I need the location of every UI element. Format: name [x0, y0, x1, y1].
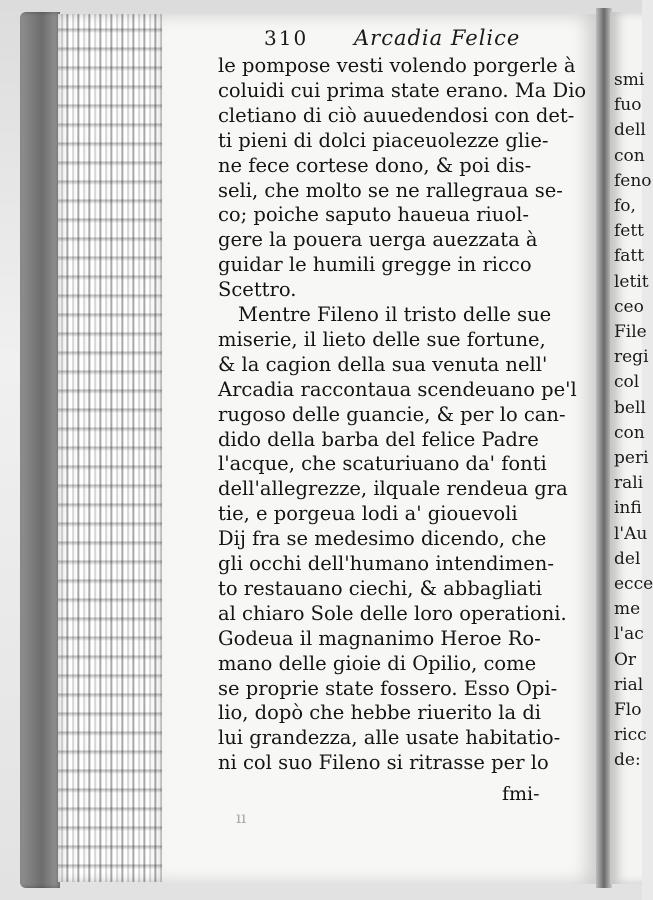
facing-page-fragment: peri — [614, 448, 649, 468]
text-line: Dij fra se medesimo dicendo, che — [218, 527, 547, 551]
running-head — [264, 26, 604, 56]
text-line: co; poiche saputo haueua riuol- — [218, 203, 529, 227]
text-line: mano delle gioie di Opilio, come — [218, 651, 537, 675]
facing-page-fragment: fuo — [614, 95, 642, 116]
facing-page-fragment: rial — [614, 674, 644, 695]
facing-page-fragment: ricc — [614, 725, 647, 746]
text-line: dell'allegrezze, ilquale rendeua gra — [218, 477, 568, 501]
facing-page-fragment: bell — [614, 397, 646, 418]
text-line: lui grandezza, alle usate habitatio- — [218, 726, 561, 750]
catchword: fmi- — [502, 783, 540, 805]
text-line: ti pieni di dolci piaceuolezze glie- — [218, 128, 549, 152]
facing-page-fragment: infi — [614, 498, 642, 519]
facing-page-fragment: l'Au — [614, 523, 648, 544]
text-line: ne fece cortese dono, & poi dis- — [218, 153, 532, 177]
page-fore-edge — [58, 14, 164, 882]
text-line: Scettro. — [218, 278, 297, 302]
text-line: seli, che molto se ne rallegraua se- — [218, 178, 563, 202]
facing-page-fragment: l'ac — [614, 624, 644, 645]
facing-page-fragment: del — [614, 548, 641, 569]
text-line: ni col suo Fileno si ritrasse per lo — [218, 751, 549, 775]
facing-page-fragment: fatt — [614, 246, 645, 267]
facing-page-fragment: Flo — [614, 700, 642, 720]
facing-page-fragment: rali — [614, 473, 644, 494]
facing-page-fragment: File — [614, 322, 647, 342]
text-line: to restauano ciechi, & abbagliati — [218, 576, 543, 600]
text-line: Godeua il magnanimo Heroe Ro- — [218, 626, 541, 650]
facing-page-fragment: ceo — [614, 296, 644, 317]
text-line: al chiaro Sole delle loro operationi. — [218, 601, 567, 625]
bleed-through-mark: ıı — [236, 808, 247, 827]
facing-page-fragment: fett — [614, 221, 645, 242]
facing-page — [610, 12, 653, 884]
text-line: guidar le humili gregge in ricco — [218, 253, 532, 277]
facing-page-fragment: fo, — [614, 196, 636, 216]
text-line: le pompose vesti volendo porgerle à — [218, 54, 576, 77]
facing-page-fragment: me — [614, 599, 641, 620]
facing-page-fragment: ecce — [614, 574, 653, 594]
facing-page-fragment: smi — [614, 70, 645, 90]
text-line: gere la pouera uerga auezzata à — [218, 228, 538, 252]
text-line: miserie, il lieto delle sue fortune, — [218, 327, 546, 351]
facing-page-fragment: con — [614, 145, 645, 166]
book-cover-board — [20, 12, 60, 888]
running-title: Arcadia Felice — [354, 26, 521, 50]
text-line: coluidi cui prima state erano. Ma Dio — [218, 78, 587, 102]
facing-page-fragment: de: — [614, 750, 641, 771]
facing-page-fragment: col — [614, 372, 640, 393]
text-line: Arcadia raccontaua scendeuano pe'l — [218, 377, 577, 401]
text-line: tie, e porgeua lodi a' giouevoli — [218, 502, 518, 526]
text-line: l'acque, che scaturiuano da' fonti — [218, 452, 547, 476]
facing-page-fragment: letit — [614, 271, 649, 292]
facing-page-fragment: regi — [614, 347, 649, 368]
page-number: 310 — [264, 26, 309, 50]
facing-page-fragment: dell — [614, 120, 646, 141]
text-line: lio, dopò che hebbe riuerito la di — [218, 701, 542, 725]
fore-edge-stain — [58, 14, 162, 882]
facing-page-fragment: con — [614, 422, 645, 443]
text-line: gli occhi dell'humano intendimen- — [218, 552, 554, 575]
text-line: & la cagion della sua venuta nell' — [218, 352, 548, 376]
text-line: cletiano di ciò auuedendosi con det- — [218, 103, 575, 127]
facing-page-fragment: Or — [614, 649, 637, 670]
text-line: dido della barba del felice Padre — [218, 427, 539, 451]
text-line: se proprie state fossero. Esso Opi- — [218, 676, 558, 700]
facing-page-fragment: feno — [614, 170, 652, 191]
text-line: Mentre Fileno il tristo delle sue — [238, 303, 552, 326]
text-line: rugoso delle guancie, & per lo can- — [218, 402, 566, 426]
